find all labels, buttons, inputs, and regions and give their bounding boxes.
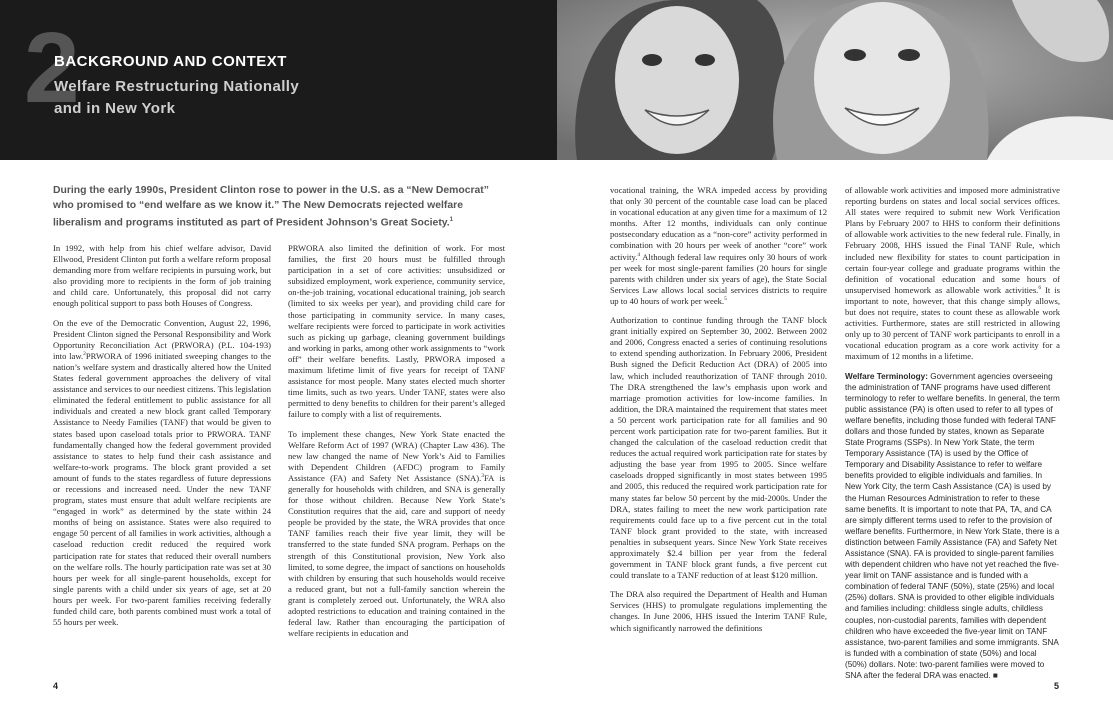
page-number-right: 5 bbox=[1054, 681, 1060, 691]
column-3 bbox=[610, 185, 827, 642]
paragraph-text: Although federal law requires only 30 hours of work per week for most single-parent families (20 hours for single parents with children under six years of age), the State Social Services Law allows local social services districts to require up to 40 hours of work per week. bbox=[610, 251, 827, 306]
paragraph bbox=[288, 429, 505, 640]
chapter-subtitle-line-2: and in New York bbox=[54, 100, 176, 117]
column-2 bbox=[288, 243, 505, 647]
paragraph: The DRA also required the Department of Health and Human Services (HHS) to promulgate regulations implementing the changes. In June 2006, HHS issued the Interim TANF Rule, which significantly narrowed the definitions bbox=[610, 589, 827, 633]
terminology-text: Government agencies overseeing the administration of TANF programs have used different terminology to refer to welfare benefits. In general, the term public assistance (PA) is often used to refer to all types of welfare benefits, including those funded with federal TANF dollars and those funded by states, known as Separate State Programs (SSPs). In New York State, the term Temporary Assistance (TA) is used by the Office of Temporary and Disability Assistance to refer to welfare benefits provided to eligible individuals and families. In New York City, the term Cash Assistance (CA) is used by the Human Resources Administration to refer to these same benefits. It is important to note that PA, TA, and CA are simply different terms used to refer to the provision of welfare benefits. Furthermore, in New York State, there is a distinction between Family Assistance (FA) and Safety Net Assistance (SNA). FA is provided to single-parent families with dependent children who have not yet reached the five-year limit on TANF assistance and is funded with a combination of federal TANF (50%), state (25%) and local (25%) dollars. SNA is provided to other eligible individuals and families including: childless single adults, childless couples, non-custodial parents, families with dependent children who have exceeded the five-year limit on TANF assistance, two-parent families and some immigrants. SNA is funded with a combination of state (50%) and local (50%) dollars. Note: two-parent families were moved to SNA after the federal DRA was enacted. bbox=[845, 371, 1060, 681]
paragraph-text: On the eve of the Democratic Convention, August 22, 1996, President Clinton signed the Personal Responsibility and Work Opportunity Reconciliation Act (PRWORA) (P.L. 104-193) into law. bbox=[53, 317, 271, 361]
footnote-ref: 6 bbox=[1038, 284, 1042, 291]
footnote-ref: 5 bbox=[724, 296, 727, 303]
paragraph bbox=[53, 318, 271, 629]
chapter-header-band bbox=[0, 0, 557, 160]
header-photo-two-girls bbox=[557, 0, 1113, 160]
column-4 bbox=[845, 185, 1060, 689]
footnote-ref: 1 bbox=[449, 217, 454, 224]
footnote-ref: 4 bbox=[637, 251, 641, 258]
paragraph-text: To implement these changes, New York State enacted the Welfare Reform Act of 1997 (WRA) (Chapter Law 436). The new law changed the name of New York’s Aid to Families with Dependent Children (AFDC) program to Family Assistance (FA) and Safety Net Assistance (SNA). bbox=[288, 428, 505, 483]
paragraph: Authorization to continue funding through the TANF block grant initially expired on September 30, 2002. Between 2002 and 2006, Congress enacted a series of continuing resolutions to extend spending authorization. In February 2006, President Bush signed the Deficit Reduction Act (DRA) of 2005 into law, which included reauthorization of TANF through 2010. The DRA strengthened the law’s emphasis upon work and marriage promotion activities for low-income families. In addition, the DRA maintained the requirement that states meet a 50 percent work participation rate for all families and 90 percent work participation rate for two-parent families. But it changed the calculation of the caseload reduction credit that reduces the actual required work participation rate for states by adjusting the base year from 1995 to 2005. Since welfare caseloads dropped significantly in most states between 1995 and 2005, this reduced the required work participation rate for many states far below 50 percent by the mid-2000s. Under the DRA, states failing to meet the new work participation rate requirements could face up to a five percent cut in the total TANF block grant provided to the state, with increased penalties in subsequent years. Since New York State receives approximately $2.4 billion per year from the federal government in TANF block grant funds, a five percent cut could translate to a TANF reduction of at least $120 million. bbox=[610, 315, 827, 581]
paragraph-text: It is important to note, however, that this change simply allows, but does not require, states to count these as allowable work activities. Furthermore, states are still restricted in allowing only up to 30 percent of TANF work participants to enroll in a vocational education program as a core work activity for a maximum of 12 months in a lifetime. bbox=[845, 284, 1060, 362]
page-number-left: 4 bbox=[53, 681, 59, 691]
photo-illustration bbox=[557, 0, 1113, 160]
chapter-subtitle-line-1: Welfare Restructuring Nationally bbox=[54, 78, 300, 95]
chapter-subtitle bbox=[54, 76, 354, 120]
column-1 bbox=[53, 243, 271, 636]
end-mark: ■ bbox=[992, 671, 998, 681]
lead-paragraph bbox=[53, 184, 505, 231]
paragraph-text: of allowable work activities and imposed more administrative reporting burdens on states and local social services offices. All states were required to submit new Work Verification Plans by February 2007 to HHS to conform their definitions of allowable work activities to the new federal rule. Finally, in February 2008, HHS issued the Final TANF Rule, which included new flexibility for states to count participation in certain four-year college and graduate programs within the definition of vocational education and some hours of unsupervised homework as allowable work activities. bbox=[845, 185, 1060, 295]
chapter-title: BACKGROUND AND CONTEXT bbox=[54, 53, 287, 70]
chapter-number: 2 bbox=[24, 12, 80, 124]
footnote-ref: 3 bbox=[481, 473, 484, 480]
paragraph-text: PRWORA of 1996 initiated sweeping changes to the nation’s welfare system and drastically altered how the United States federal government approaches the delivery of vital assistance and services to our neediest citizens. This legislation eliminated the federal entitlement to public assistance for all individuals and created a new block grant called Temporary Assistance to Needy Families (TANF) that would be given to states based upon caseload totals prior to PRWORA. TANF fundamentally changed how the federal government provided assistance to states to help fund their cash assistance and welfare-to-work programs. The block grant provided a set amount of funds to the states regardless of future depressions or recessions and increased need. Under the new TANF program, states must ensure that adult welfare recipients are “engaged in work” as determined by the state within 24 months of being on assistance. States were also required to engage 50 percent of all families in work activities, although a caseload reduction credit reduced the required work participation rate for states that reduced their overall numbers on the welfare rolls. The hourly participation rate was set at 30 hours per week for all single-parent households, except for single parents with a child under six years of age, set at 20 hours per week. For two-parent families receiving federally funded child care, both parents combined must work a total of 55 hours per week. bbox=[53, 350, 272, 628]
paragraph: PRWORA also limited the definition of work. For most families, the first 20 hours must be fulfilled through participation in a set of core activities: unsubsidized or subsidized employment, work experience, community service, on-the-job training, vocational educational training, job search (limited to six weeks per year), and providing child care for those participating in community service. In many cases, welfare recipients were forced to participate in work activities such as picking up garbage, cleaning government buildings and working in parks, among other work assignments to “work off” their welfare benefits. Lastly, PRWORA imposed a maximum lifetime limit of five years for receipt of TANF assistance for most people. Many states elected much shorter time limits, such as two years. Under TANF, states were also permitted to deny benefits to children for their parent’s alleged failure to comply with a list of requirements. bbox=[288, 243, 505, 420]
paragraph: In 1992, with help from his chief welfare advisor, David Ellwood, President Clinton put forth a welfare reform proposal demanding more from welfare recipients in pursuing work, but also providing more to recipients in the form of job training and child care. Unfortunately, this proposal did not carry enough political support to pass both Houses of Congress. bbox=[53, 243, 271, 309]
lead-text: During the early 1990s, President Clinton rose to power in the U.S. as a “New Democrat” who promised to “end welfare as we know it.” The New Democrats rejected welfare liberalism and programs instituted as part of President Johnson’s Great Society. bbox=[53, 185, 489, 229]
footnote-ref: 2 bbox=[83, 350, 86, 357]
paragraph bbox=[845, 185, 1060, 363]
paragraph-text: vocational training, the WRA impeded access by providing that only 30 percent of the countable case load can be placed in vocational education at any given time for a maximum of 12 months. After 12 months, individuals can only continue postsecondary education as a “non-core” activity performed in combination with 20 hours per week of another “core” work activity. bbox=[610, 185, 827, 262]
paragraph bbox=[610, 185, 827, 307]
paragraph-text: FA is generally for households with children, and SNA is generally for those without children. Because New York State’s Constitution requires that the aid, care and support of needy people be provided by the state, the WRA provides that once TANF families reach their five year limit, they will be transferred to the state funded SNA program. Perhaps on the strength of this Constitutional provision, New York also limited, to some degree, the impact of sanctions on households with children by ensuring that such households would receive a reduced grant, but not a full-family sanction wherein the grant is completely zeroed out. Unfortunately, the WRA also adopted restrictions to education and training contained in the federal law. Rather than encouraging the participation of welfare recipients in education and bbox=[288, 472, 505, 639]
terminology-sidebar bbox=[845, 371, 1060, 682]
terminology-heading: Welfare Terminology: bbox=[845, 371, 928, 381]
